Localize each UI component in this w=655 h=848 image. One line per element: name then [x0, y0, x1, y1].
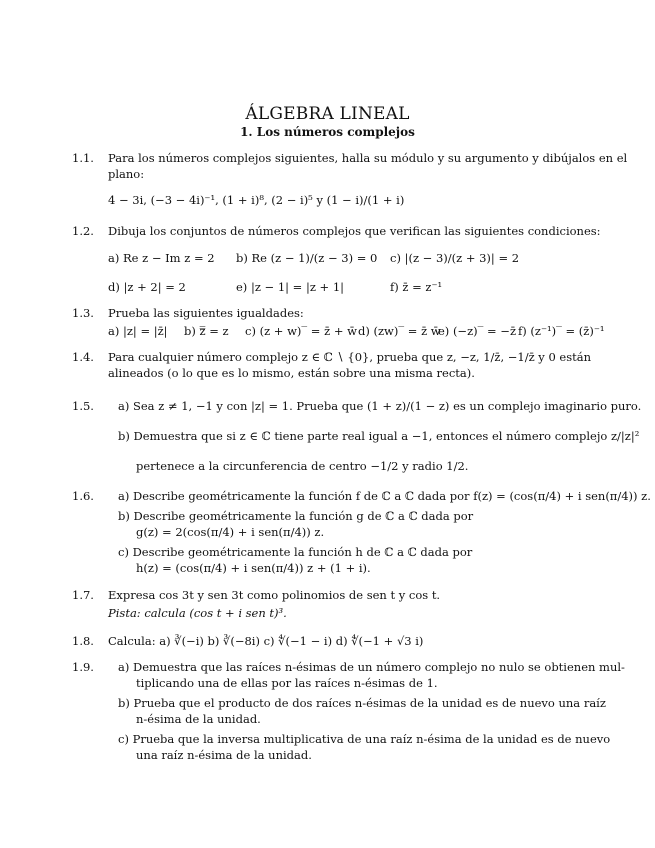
exercise-number: 1.3. [72, 306, 94, 320]
exercise-1-7 [72, 588, 602, 622]
exercise-text: Para cualquier número complejo z ∈ ℂ ∖ {0}, prueba que z, −z, 1/z̄, −1/z̄ y 0 están [108, 350, 592, 364]
item-b: b) Re (z − 1)/(z − 3) = 0 [236, 251, 378, 265]
item-f: f) (z⁻¹)‾ = (z̄)⁻¹ [518, 324, 605, 338]
item-a-cont: tiplicando una de ellas por las raíces n-ésimas de 1. [136, 676, 438, 690]
item-c: c) |(z − 3)/(z + 3)| = 2 [390, 251, 520, 265]
item-a: a) Re z − Im z = 2 [108, 251, 215, 265]
exercise-number: 1.1. [72, 151, 94, 165]
exercise-text: Para los números complejos siguientes, halla su módulo y su argumento y dibújalos en el [108, 151, 628, 165]
formula-line: 4 − 3i, (−3 − 4i)⁻¹, (1 + i)⁸, (2 − i)⁵ y (1 − i)/(1 + i) [108, 193, 405, 207]
exercise-number: 1.5. [72, 399, 94, 413]
item-b: b) z̿ = z [184, 324, 229, 338]
item-c: c) Prueba que la inversa multiplicativa de una raíz n-ésima de la unidad es de nuevo [118, 732, 611, 746]
exercise-1-5 [72, 399, 642, 479]
item-c-formula: h(z) = (cos(π/4) + i sen(π/4)) z + (1 + i). [136, 561, 371, 575]
item-c: c) (z + w)‾ = z̄ + w̄ [245, 324, 357, 338]
exercise-number: 1.9. [72, 660, 94, 674]
exercise-1-2 [72, 224, 602, 300]
item-b-cont: n-ésima de la unidad. [136, 712, 261, 726]
exercise-number: 1.2. [72, 224, 94, 238]
exercise-text: Prueba las siguientes igualdades: [108, 306, 304, 320]
hint-text: Pista: calcula (cos t + i sen t)³. [108, 606, 287, 620]
item-d: d) (zw)‾ = z̄ w̄ [358, 324, 441, 338]
item-b-formula: g(z) = 2(cos(π/4) + i sen(π/4)) z. [136, 525, 325, 539]
item-a: a) Describe geométricamente la función f de ℂ a ℂ dada por f(z) = (cos(π/4) + i sen(π/4)) z. [118, 489, 651, 503]
exercise-text: alineados (o lo que es lo mismo, están sobre una misma recta). [108, 366, 475, 380]
item-b: b) Prueba que el producto de dos raíces n-ésimas de la unidad es de nuevo una raíz [118, 696, 606, 710]
item-a: a) Demuestra que las raíces n-ésimas de un número complejo no nulo se obtienen mul- [118, 660, 625, 674]
item-b: b) Describe geométricamente la función g de ℂ a ℂ dada por [118, 509, 474, 523]
exercise-text: Expresa cos 3t y sen 3t como polinomios de sen t y cos t. [108, 588, 441, 602]
item-e: e) |z − 1| = |z + 1| [236, 280, 345, 294]
section-title: 1. Los números complejos [240, 125, 415, 139]
item-f: f) z̄ = z⁻¹ [390, 280, 443, 294]
item-c: c) Describe geométricamente la función h de ℂ a ℂ dada por [118, 545, 473, 559]
item-a: a) Sea z ≠ 1, −1 y con |z| = 1. Prueba que (1 + z)/(1 − z) es un complejo imaginario puro. [118, 399, 642, 413]
item-b: b) Demuestra que si z ∈ ℂ tiene parte real igual a −1, entonces el número complejo z/|z|² [118, 429, 640, 443]
exercise-1-9 [72, 660, 625, 770]
exercise-number: 1.4. [72, 350, 94, 364]
exercise-1-1 [72, 151, 628, 215]
exercise-1-8 [72, 634, 602, 652]
exercise-number: 1.7. [72, 588, 94, 602]
exercise-1-4 [72, 350, 602, 382]
exercise-text: plano: [108, 167, 145, 181]
item-c-cont: una raíz n-ésima de la unidad. [136, 748, 312, 762]
item-b-cont: pertenece a la circunferencia de centro −1/2 y radio 1/2. [136, 459, 469, 473]
exercise-1-6 [72, 489, 651, 579]
page-title: ÁLGEBRA LINEAL [245, 104, 410, 124]
exercise-1-3 [72, 306, 605, 338]
exercise-text: Dibuja los conjuntos de números complejos que verifican las siguientes condiciones: [108, 224, 601, 238]
item-a: a) |z| = |z̄| [108, 324, 168, 338]
item-e: e) (−z)‾ = −z̄ [438, 324, 517, 338]
exercise-text: Calcula: a) ∛(−i) b) ∛(−8i) c) ∜(−1 − i) d) ∜(−1 + √3 i) [108, 634, 424, 648]
item-d: d) |z + 2| = 2 [108, 280, 186, 294]
exercise-number: 1.6. [72, 489, 94, 503]
exercise-number: 1.8. [72, 634, 94, 648]
